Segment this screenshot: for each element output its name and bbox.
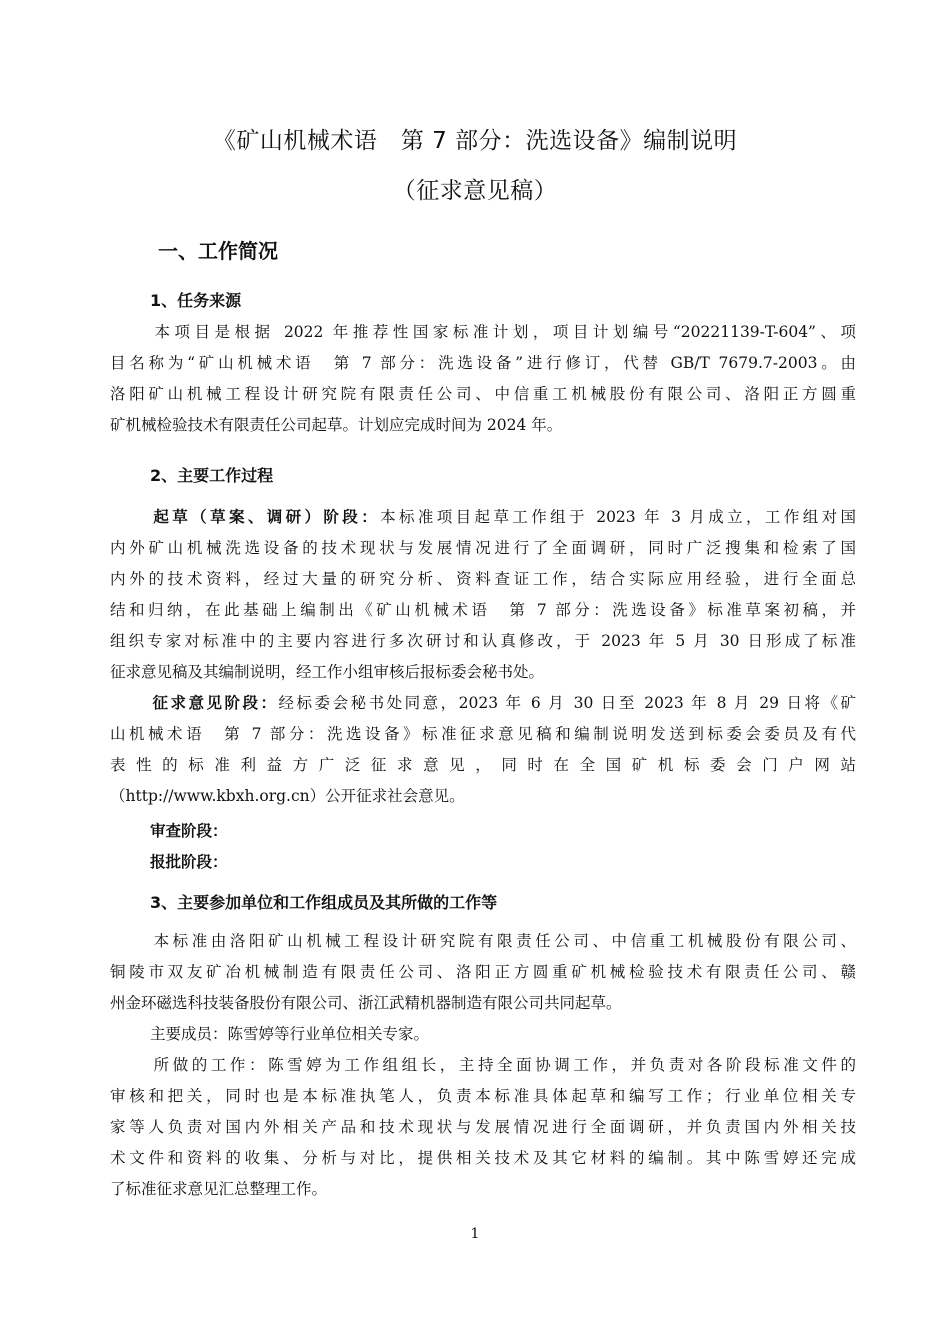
paragraph-work-done — [110, 1050, 856, 1205]
main-members: 主要成员：陈雪婷等行业单位相关专家。 — [150, 1025, 430, 1043]
approval-stage-label: 报批阶段： — [150, 853, 228, 871]
review-stage-label: 审查阶段： — [150, 822, 228, 840]
text-line: 铜陵市双友矿冶机械制造有限责任公司、洛阳正方圆重矿机械检验技术有限责任公司、赣 — [110, 963, 856, 981]
text-line: 洛阳矿山机械工程设计研究院有限责任公司、中信重工机械股份有限公司、洛阳正方圆重 — [110, 385, 856, 403]
paragraph-comment-stage — [110, 688, 856, 812]
text-line: 审核和把关，同时也是本标准执笔人，负责本标准具体起草和编写工作；行业单位相关专 — [110, 1087, 856, 1105]
text-line: 表性的标准利益方广泛征求意见，同时在全国矿机标委会门户网站 — [110, 756, 856, 774]
text-line: 山机械术语 第 7 部分：洗选设备》标准征求意见稿和编制说明发送到标委会委员及有代 — [110, 725, 856, 743]
subheading-work-process: 2、主要工作过程 — [150, 466, 274, 485]
text-line: 结和归纳，在此基础上编制出《矿山机械术语 第 7 部分：洗选设备》标准草案初稿，并 — [110, 601, 856, 619]
text-line: 目名称为“矿山机械术语 第 7 部分：洗选设备”进行修订，代替 GB/T 7679.7-2003。由 — [110, 354, 856, 372]
text-line: 经标委会秘书处同意，2023 年 6 月 30 日至 2023 年 8 月 29 日将《矿 — [278, 694, 856, 712]
text-line: 组织专家对标准中的主要内容进行多次研讨和认真修改，于 2023 年 5 月 30 日形成了标准 — [110, 632, 856, 650]
text-line: 矿机械检验技术有限责任公司起草。计划应完成时间为 2024 年。 — [110, 416, 563, 434]
text-line: 征求意见稿及其编制说明，经工作小组审核后报标委会秘书处。 — [110, 663, 545, 681]
drafting-stage-label: 起草（草案、调研）阶段： — [150, 508, 381, 526]
subheading-participants: 3、主要参加单位和工作组成员及其所做的工作等 — [150, 893, 498, 912]
text-line: 内外矿山机械洗选设备的技术现状与发展情况进行了全面调研，同时广泛搜集和检索了国 — [110, 539, 856, 557]
text-line: 了标准征求意见汇总整理工作。 — [110, 1180, 328, 1198]
subheading-task-source: 1、任务来源 — [150, 291, 242, 310]
text-line: 家等人负责对国内外相关产品和技术现状与发展情况进行全面调研，并负责国内外相关技 — [110, 1118, 856, 1136]
document-subtitle: （征求意见稿） — [392, 178, 558, 204]
section-heading-work-overview: 一、工作简况 — [158, 239, 278, 263]
text-line: （http://www.kbxh.org.cn）公开征求社会意见。 — [110, 787, 465, 805]
comment-stage-label: 征求意见阶段： — [150, 694, 279, 712]
text-line: 所做的工作：陈雪婷为工作组组长，主持全面协调工作，并负责对各阶段标准文件的 — [150, 1056, 856, 1074]
paragraph-participating-units — [110, 926, 856, 1050]
text-line: 内外的技术资料，经过大量的研究分析、资料查证工作，结合实际应用经验，进行全面总 — [110, 570, 856, 588]
page-number: 1 — [470, 1226, 480, 1242]
text-line: 本标准由洛阳矿山机械工程设计研究院有限责任公司、中信重工机械股份有限公司、 — [150, 932, 856, 950]
document-title: 《矿山机械术语 第 7 部分：洗选设备》编制说明 — [212, 128, 738, 154]
text-line: 州金环磁选科技装备股份有限公司、浙江武精机器制造有限公司共同起草。 — [110, 994, 622, 1012]
text-line: 本项目是根据 2022 年推荐性国家标准计划，项目计划编号“20221139-T-604”、项 — [150, 323, 856, 341]
text-line: 术文件和资料的收集、分析与对比，提供相关技术及其它材料的编制。其中陈雪婷还完成 — [110, 1149, 856, 1167]
paragraph-drafting-stage — [110, 502, 856, 688]
paragraph-task-source — [110, 317, 856, 441]
text-line: 本标准项目起草工作组于 2023 年 3 月成立，工作组对国 — [380, 508, 856, 526]
